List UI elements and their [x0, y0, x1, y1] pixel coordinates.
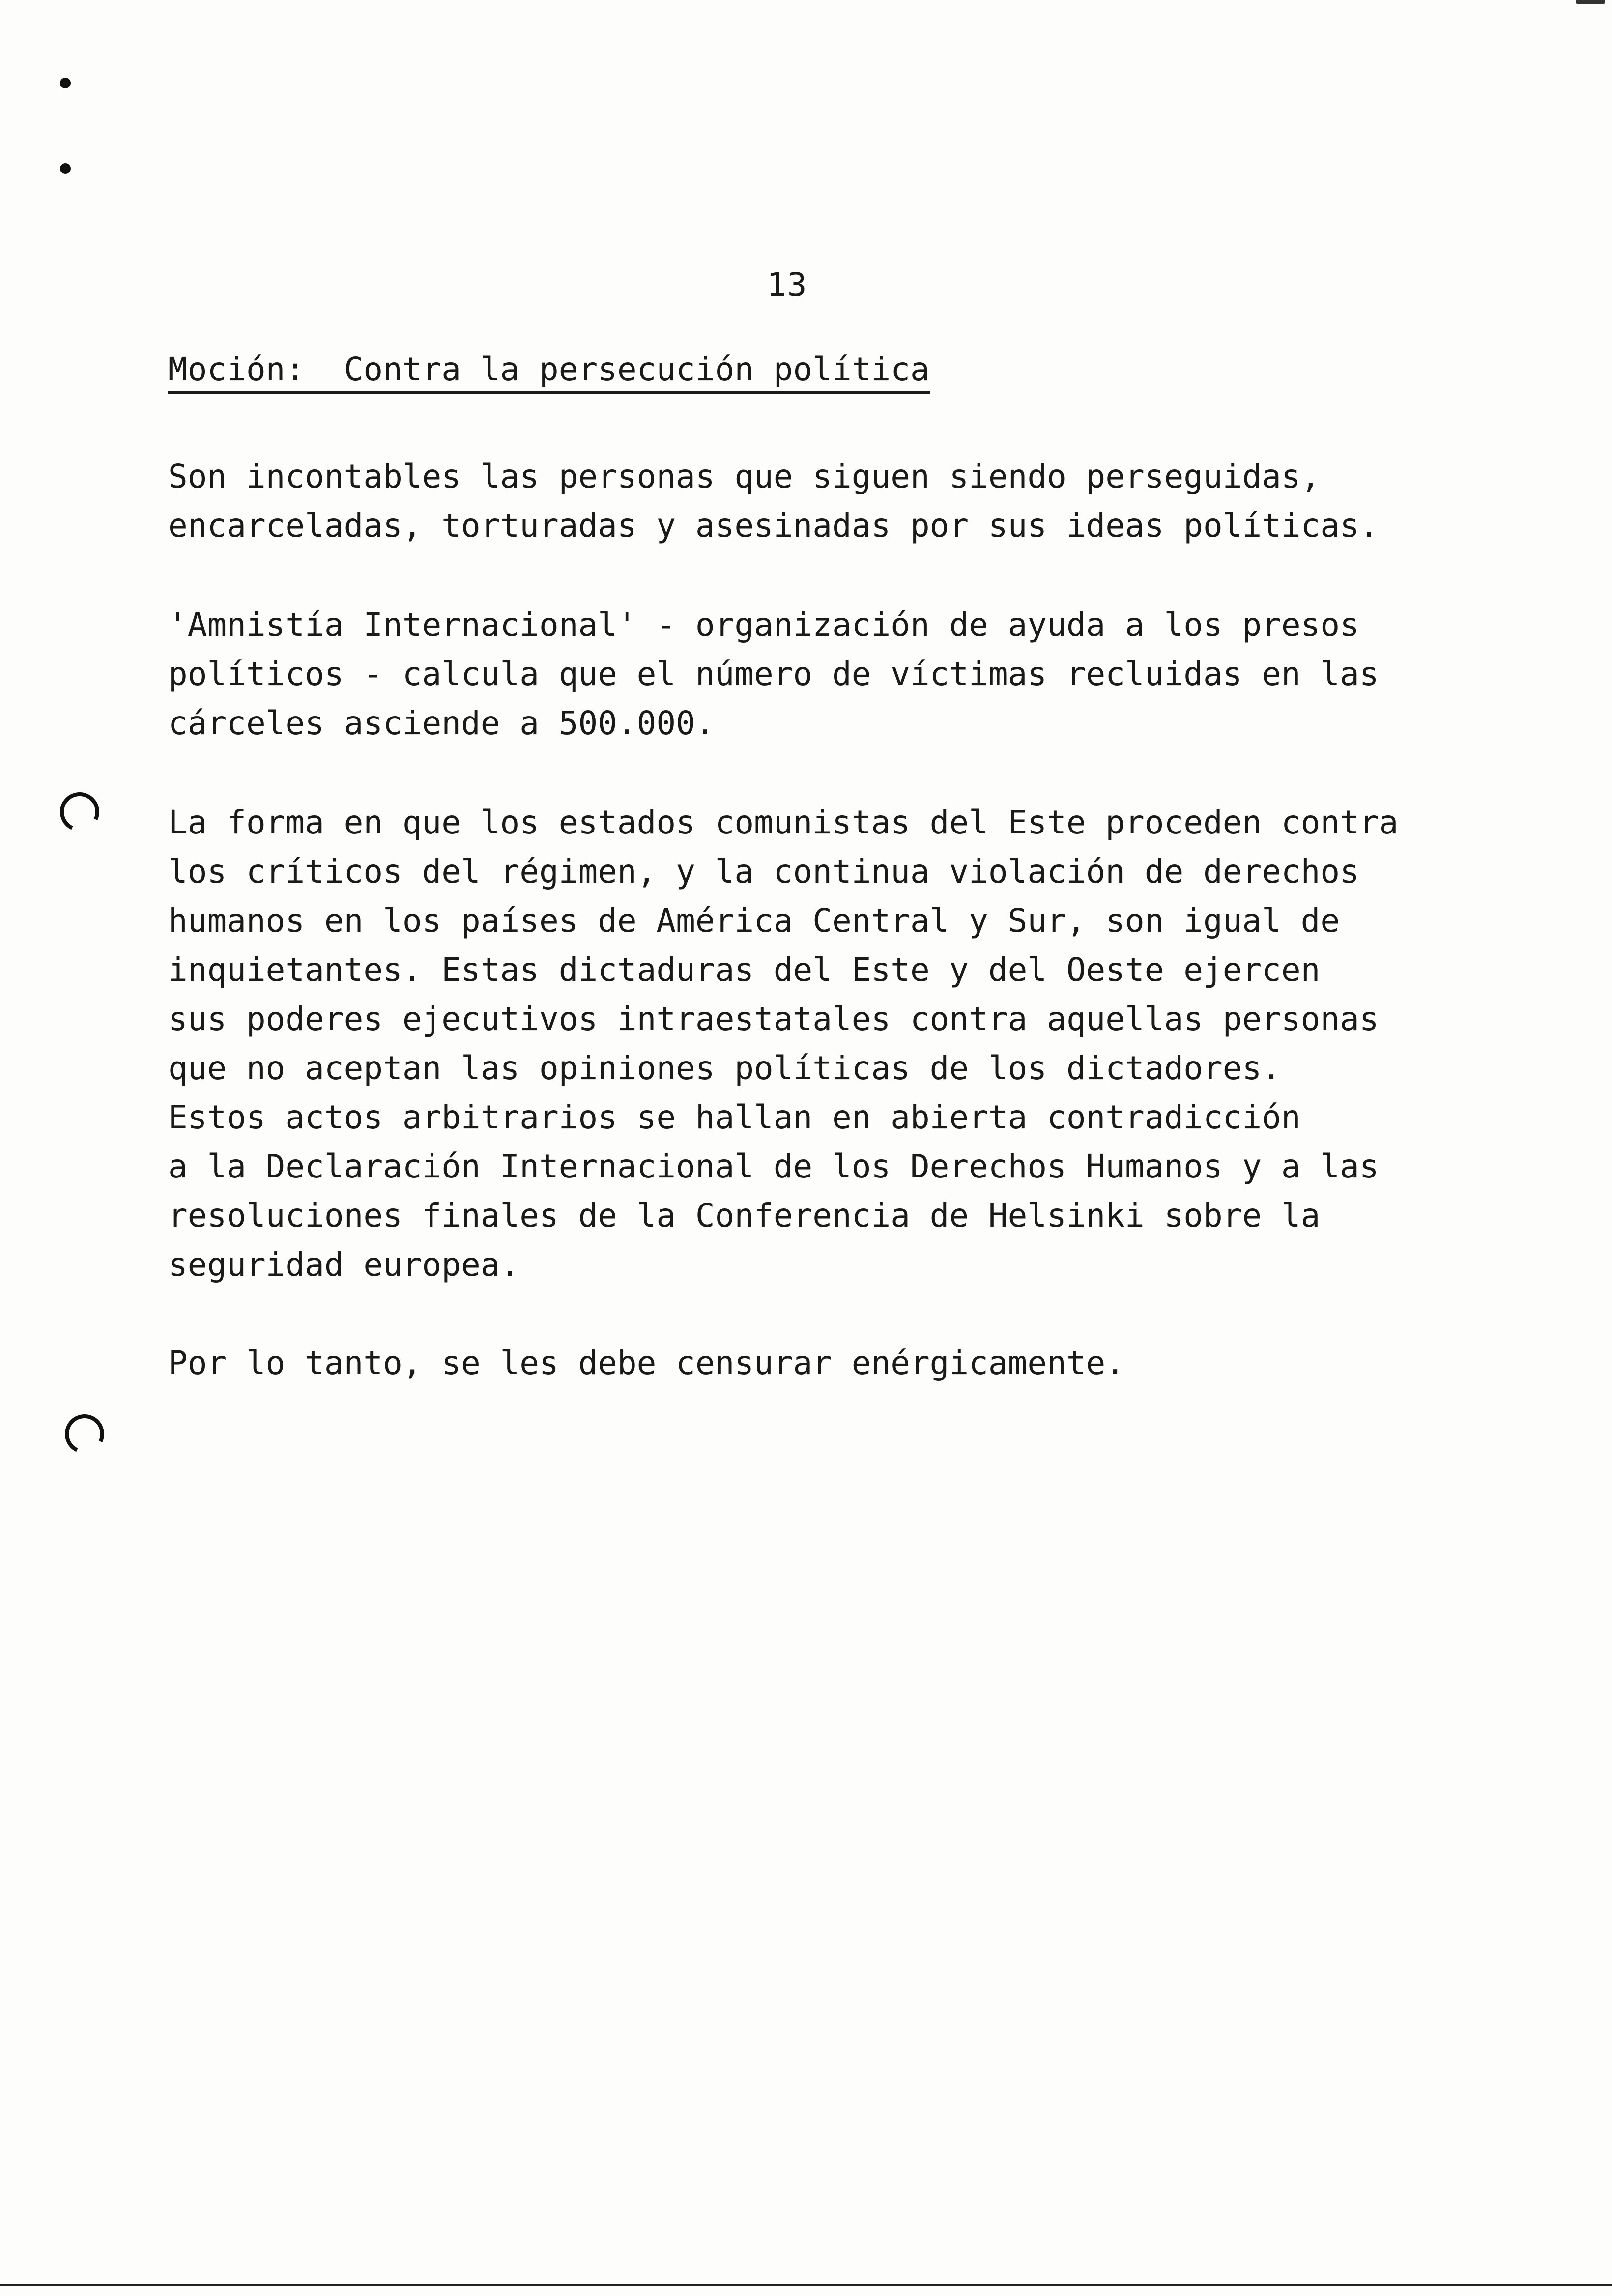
binder-dot — [60, 163, 71, 174]
paragraph-1 — [168, 452, 1446, 550]
text-line: La forma en que los estados comunistas del Este proceden contra — [168, 804, 1399, 841]
paragraph-2 — [168, 601, 1446, 748]
text-line: Estos actos arbitrarios se hallan en abierta contradicción — [168, 1098, 1301, 1136]
text-line: sus poderes ejecutivos intraestatales contra aquellas personas — [168, 1000, 1379, 1038]
text-line: 'Amnistía Internacional' - organización de ayuda a los presos — [168, 606, 1359, 644]
text-line: a la Declaración Internacional de los Derechos Humanos y a las — [168, 1148, 1379, 1185]
text-line: que no aceptan las opiniones políticas de los dictadores. — [168, 1049, 1281, 1087]
text-line: cárceles asciende a 500.000. — [168, 704, 715, 742]
text-line: seguridad europea. — [168, 1246, 520, 1284]
punch-hole-icon — [55, 787, 105, 837]
page-bottom-edge — [0, 2284, 1612, 2286]
page-number: 13 — [767, 266, 808, 304]
text-line: inquietantes. Estas dictaduras del Este y del Oeste ejercen — [168, 951, 1321, 989]
scan-mark — [1576, 0, 1605, 4]
document-title: Moción: Contra la persecución política — [168, 350, 930, 394]
paragraph-4 — [168, 1339, 1446, 1388]
punch-hole-icon — [59, 1409, 110, 1460]
paragraph-3 — [168, 798, 1446, 1290]
text-line: resoluciones finales de la Conferencia de Helsinki sobre la — [168, 1197, 1321, 1234]
text-line: Por lo tanto, se les debe censurar enérgicamente. — [168, 1344, 1125, 1382]
text-line: Son incontables las personas que siguen siendo perseguidas, — [168, 458, 1321, 495]
text-line: humanos en los países de América Central y Sur, son igual de — [168, 902, 1340, 940]
text-line: políticos - calcula que el número de víctimas recluidas en las — [168, 655, 1379, 693]
binder-dot — [60, 78, 71, 88]
text-line: los críticos del régimen, y la continua violación de derechos — [168, 853, 1359, 890]
text-line: encarceladas, torturadas y asesinadas por sus ideas políticas. — [168, 507, 1379, 545]
